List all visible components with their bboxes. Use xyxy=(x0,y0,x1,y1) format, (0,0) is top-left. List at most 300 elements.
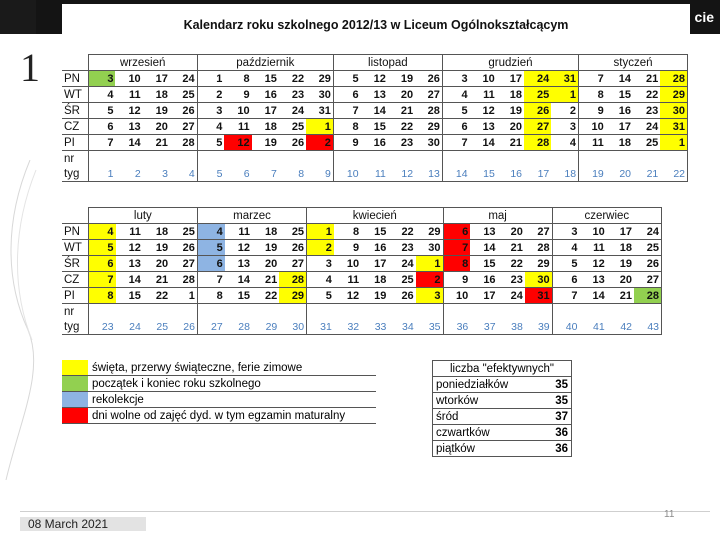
date-cell: 22 xyxy=(143,288,170,304)
date-cell: 5 xyxy=(442,103,469,119)
date-cell: 17 xyxy=(607,224,634,240)
date-cell: 31 xyxy=(525,288,552,304)
date-cell: 5 xyxy=(307,288,334,304)
date-cell: 10 xyxy=(224,103,251,119)
date-cell: 1 xyxy=(551,87,578,103)
date-cell: 11 xyxy=(115,87,142,103)
date-cell: 14 xyxy=(225,272,252,288)
date-cell: 12 xyxy=(334,288,361,304)
week-number: 11 xyxy=(361,166,388,182)
week-number: 5 xyxy=(197,166,224,182)
date-cell: 8 xyxy=(333,119,360,135)
legend-text: święta, przerwy świąteczne, ferie zimowe xyxy=(88,360,376,376)
date-cell: 1 xyxy=(307,224,334,240)
date-cell: 27 xyxy=(524,119,551,135)
legend-text: początek i koniec roku szkolnego xyxy=(88,376,376,392)
date-cell: 29 xyxy=(306,71,333,87)
date-cell: 29 xyxy=(660,87,687,103)
date-cell: 3 xyxy=(88,71,115,87)
weekday-count: 37 xyxy=(549,409,572,425)
date-cell: 23 xyxy=(388,135,415,151)
date-cell: 4 xyxy=(197,119,224,135)
week-number: 6 xyxy=(224,166,251,182)
blank-cell xyxy=(579,151,606,167)
date-cell: 26 xyxy=(415,71,442,87)
date-cell: 21 xyxy=(633,71,660,87)
date-cell: 27 xyxy=(170,256,197,272)
week-number: 38 xyxy=(498,319,525,335)
week-number: 42 xyxy=(607,319,634,335)
page-number: 11 xyxy=(664,509,675,520)
date-cell: 3 xyxy=(442,71,469,87)
blank-cell xyxy=(416,304,443,320)
calendar-lower-grid xyxy=(62,207,662,335)
month-header: grudzień xyxy=(442,55,578,71)
date-cell: 14 xyxy=(579,288,606,304)
blank-cell xyxy=(524,151,551,167)
date-cell: 8 xyxy=(443,256,470,272)
week-number: 7 xyxy=(252,166,279,182)
date-cell: 18 xyxy=(497,87,524,103)
week-number: 16 xyxy=(497,166,524,182)
date-cell: 21 xyxy=(252,272,279,288)
week-number: 4 xyxy=(170,166,197,182)
blank-cell xyxy=(143,304,170,320)
blank-cell xyxy=(606,151,633,167)
day-label: PN xyxy=(62,71,88,87)
date-cell: 6 xyxy=(88,256,115,272)
blank-cell xyxy=(170,304,197,320)
week-number: 32 xyxy=(334,319,361,335)
week-number: 28 xyxy=(225,319,252,335)
calendar-image xyxy=(62,4,690,455)
date-cell: 27 xyxy=(279,256,306,272)
date-cell: 9 xyxy=(443,272,470,288)
date-cell: 6 xyxy=(442,119,469,135)
date-cell: 15 xyxy=(361,224,388,240)
week-number: 25 xyxy=(143,319,170,335)
date-cell: 6 xyxy=(197,256,224,272)
date-cell: 25 xyxy=(524,87,551,103)
date-cell: 9 xyxy=(334,240,361,256)
blank-cell xyxy=(88,304,115,320)
week-label: nr xyxy=(62,151,88,167)
week-number: 26 xyxy=(170,319,197,335)
date-cell: 12 xyxy=(225,240,252,256)
corner-cell xyxy=(62,208,88,224)
date-cell: 10 xyxy=(334,256,361,272)
color-legend xyxy=(62,360,376,424)
date-cell: 12 xyxy=(579,256,606,272)
date-cell: 18 xyxy=(252,119,279,135)
blank-cell xyxy=(388,151,415,167)
date-cell: 17 xyxy=(252,103,279,119)
date-cell: 19 xyxy=(361,288,388,304)
date-cell: 18 xyxy=(606,135,633,151)
blank-cell xyxy=(143,151,170,167)
month-header: styczeń xyxy=(579,55,688,71)
week-label: tyg xyxy=(62,166,88,182)
week-number: 36 xyxy=(443,319,470,335)
date-cell: 16 xyxy=(470,272,497,288)
day-label: CZ xyxy=(62,119,88,135)
date-cell: 1 xyxy=(660,135,687,151)
week-number: 15 xyxy=(470,166,497,182)
date-cell: 24 xyxy=(279,103,306,119)
date-cell: 26 xyxy=(170,103,197,119)
legend-text: rekolekcje xyxy=(88,392,376,408)
date-cell: 31 xyxy=(551,71,578,87)
week-number: 14 xyxy=(442,166,469,182)
weekday-name: piątków xyxy=(433,441,550,457)
day-label: ŚR xyxy=(62,103,88,119)
day-label: CZ xyxy=(62,272,88,288)
date-cell: 11 xyxy=(579,240,606,256)
header-title-fragment: cie xyxy=(694,9,714,25)
blank-cell xyxy=(607,304,634,320)
date-cell: 23 xyxy=(279,87,306,103)
date-cell: 25 xyxy=(170,87,197,103)
blank-cell xyxy=(415,151,442,167)
week-number: 1 xyxy=(88,166,115,182)
month-header: listopad xyxy=(333,55,442,71)
date-cell: 4 xyxy=(197,224,224,240)
date-cell: 21 xyxy=(143,135,170,151)
date-cell: 1 xyxy=(416,256,443,272)
date-cell: 7 xyxy=(579,71,606,87)
date-cell: 30 xyxy=(416,240,443,256)
date-cell: 15 xyxy=(116,288,143,304)
week-label: nr xyxy=(62,304,88,320)
date-cell: 14 xyxy=(470,135,497,151)
date-cell: 3 xyxy=(197,103,224,119)
date-cell: 31 xyxy=(660,119,687,135)
date-cell: 31 xyxy=(306,103,333,119)
date-cell: 19 xyxy=(497,103,524,119)
date-cell: 23 xyxy=(498,272,525,288)
slide-title-fragment: 1 xyxy=(20,45,40,90)
weekday-count: 36 xyxy=(549,425,572,441)
date-cell: 25 xyxy=(388,272,415,288)
day-label: PN xyxy=(62,224,88,240)
date-cell: 29 xyxy=(415,119,442,135)
date-cell: 8 xyxy=(88,288,115,304)
week-number: 13 xyxy=(415,166,442,182)
blank-cell xyxy=(443,304,470,320)
date-cell: 28 xyxy=(279,272,306,288)
week-label: tyg xyxy=(62,319,88,335)
footer-divider xyxy=(20,511,710,512)
date-cell: 27 xyxy=(525,224,552,240)
date-cell: 19 xyxy=(252,135,279,151)
date-cell: 14 xyxy=(361,103,388,119)
weekday-count: 35 xyxy=(549,393,572,409)
date-cell: 3 xyxy=(551,119,578,135)
blank-cell xyxy=(361,151,388,167)
date-cell: 24 xyxy=(170,71,197,87)
date-cell: 7 xyxy=(333,103,360,119)
day-label: PI xyxy=(62,288,88,304)
corner-cell xyxy=(62,55,88,71)
date-cell: 4 xyxy=(551,135,578,151)
week-number: 37 xyxy=(470,319,497,335)
effective-days-title: liczba "efektywnych" xyxy=(433,361,572,377)
legend-swatch xyxy=(62,360,88,376)
date-cell: 7 xyxy=(197,272,224,288)
date-cell: 19 xyxy=(143,240,170,256)
blank-cell xyxy=(388,304,415,320)
date-cell: 10 xyxy=(579,119,606,135)
date-cell: 8 xyxy=(579,87,606,103)
date-cell: 22 xyxy=(388,119,415,135)
date-cell: 4 xyxy=(88,87,115,103)
decorative-curve-icon xyxy=(0,160,40,480)
month-header: październik xyxy=(197,55,333,71)
date-cell: 25 xyxy=(279,119,306,135)
date-cell: 11 xyxy=(116,224,143,240)
date-cell: 13 xyxy=(225,256,252,272)
date-cell: 24 xyxy=(498,288,525,304)
date-cell: 30 xyxy=(660,103,687,119)
date-cell: 28 xyxy=(170,272,197,288)
blank-cell xyxy=(579,304,606,320)
date-cell: 28 xyxy=(660,71,687,87)
date-cell: 10 xyxy=(443,288,470,304)
top-bar-left-block xyxy=(0,0,36,34)
weekday-name: wtorków xyxy=(433,393,550,409)
date-cell: 21 xyxy=(388,103,415,119)
date-cell: 2 xyxy=(551,103,578,119)
date-cell: 19 xyxy=(388,71,415,87)
weekday-count: 35 xyxy=(549,377,572,393)
date-cell: 28 xyxy=(415,103,442,119)
legend-text: dni wolne od zajęć dyd. w tym egzamin maturalny xyxy=(88,408,376,424)
week-number: 41 xyxy=(579,319,606,335)
blank-cell xyxy=(470,304,497,320)
date-cell: 3 xyxy=(307,256,334,272)
date-cell: 20 xyxy=(143,256,170,272)
blank-cell xyxy=(224,151,251,167)
date-cell: 2 xyxy=(416,272,443,288)
date-cell: 12 xyxy=(116,240,143,256)
date-cell: 28 xyxy=(170,135,197,151)
date-cell: 29 xyxy=(525,256,552,272)
date-cell: 25 xyxy=(279,224,306,240)
blank-cell xyxy=(633,151,660,167)
day-label: WT xyxy=(62,240,88,256)
blank-cell xyxy=(333,151,360,167)
week-number: 19 xyxy=(579,166,606,182)
blank-cell xyxy=(170,151,197,167)
date-cell: 25 xyxy=(170,224,197,240)
week-number: 8 xyxy=(279,166,306,182)
blank-cell xyxy=(252,151,279,167)
month-header: maj xyxy=(443,208,552,224)
date-cell: 25 xyxy=(633,135,660,151)
date-cell: 15 xyxy=(470,256,497,272)
date-cell: 3 xyxy=(416,288,443,304)
day-label: WT xyxy=(62,87,88,103)
week-number: 12 xyxy=(388,166,415,182)
date-cell: 17 xyxy=(361,256,388,272)
date-cell: 26 xyxy=(170,240,197,256)
blank-cell xyxy=(442,151,469,167)
week-number: 39 xyxy=(525,319,552,335)
date-cell: 2 xyxy=(307,240,334,256)
blank-cell xyxy=(634,304,662,320)
date-cell: 9 xyxy=(579,103,606,119)
legend-swatch xyxy=(62,408,88,424)
date-cell: 6 xyxy=(88,119,115,135)
date-cell: 7 xyxy=(443,240,470,256)
date-cell: 8 xyxy=(334,224,361,240)
date-cell: 13 xyxy=(115,119,142,135)
weekday-count: 36 xyxy=(549,441,572,457)
week-number: 10 xyxy=(333,166,360,182)
blank-cell xyxy=(116,304,143,320)
date-cell: 15 xyxy=(361,119,388,135)
month-header: wrzesień xyxy=(88,55,197,71)
week-number: 40 xyxy=(552,319,579,335)
week-number: 35 xyxy=(416,319,443,335)
weekday-name: poniedziałków xyxy=(433,377,550,393)
date-cell: 26 xyxy=(634,256,662,272)
blank-cell xyxy=(306,151,333,167)
date-cell: 16 xyxy=(361,135,388,151)
date-cell: 22 xyxy=(388,224,415,240)
blank-cell xyxy=(334,304,361,320)
date-cell: 12 xyxy=(115,103,142,119)
blank-cell xyxy=(225,304,252,320)
blank-cell xyxy=(88,151,115,167)
date-cell: 12 xyxy=(224,135,251,151)
date-cell: 4 xyxy=(552,240,579,256)
date-cell: 9 xyxy=(224,87,251,103)
date-cell: 22 xyxy=(279,71,306,87)
week-number: 9 xyxy=(306,166,333,182)
date-cell: 26 xyxy=(279,135,306,151)
blank-cell xyxy=(307,304,334,320)
blank-cell xyxy=(115,151,142,167)
date-cell: 23 xyxy=(633,103,660,119)
date-cell: 15 xyxy=(606,87,633,103)
date-cell: 12 xyxy=(470,103,497,119)
date-cell: 27 xyxy=(170,119,197,135)
date-cell: 15 xyxy=(252,71,279,87)
date-cell: 19 xyxy=(607,256,634,272)
date-cell: 11 xyxy=(334,272,361,288)
date-cell: 8 xyxy=(197,288,224,304)
date-cell: 4 xyxy=(442,87,469,103)
date-cell: 2 xyxy=(197,87,224,103)
date-cell: 17 xyxy=(470,288,497,304)
date-cell: 8 xyxy=(224,71,251,87)
date-cell: 13 xyxy=(116,256,143,272)
week-number: 43 xyxy=(634,319,662,335)
blank-cell xyxy=(361,304,388,320)
week-number: 29 xyxy=(252,319,279,335)
week-number: 27 xyxy=(197,319,224,335)
month-header: marzec xyxy=(197,208,306,224)
date-cell: 4 xyxy=(307,272,334,288)
date-cell: 14 xyxy=(115,135,142,151)
date-cell: 18 xyxy=(607,240,634,256)
blank-cell xyxy=(551,151,578,167)
blank-cell xyxy=(552,304,579,320)
date-cell: 1 xyxy=(197,71,224,87)
date-cell: 14 xyxy=(470,240,497,256)
date-cell: 5 xyxy=(197,240,224,256)
date-cell: 20 xyxy=(388,87,415,103)
date-cell: 10 xyxy=(115,71,142,87)
date-cell: 3 xyxy=(552,224,579,240)
blank-cell xyxy=(525,304,552,320)
date-cell: 24 xyxy=(388,256,415,272)
blank-cell xyxy=(197,151,224,167)
date-cell: 21 xyxy=(498,240,525,256)
date-cell: 7 xyxy=(88,272,115,288)
date-cell: 2 xyxy=(306,135,333,151)
date-cell: 26 xyxy=(279,240,306,256)
date-cell: 6 xyxy=(333,87,360,103)
date-cell: 25 xyxy=(634,240,662,256)
week-number: 17 xyxy=(524,166,551,182)
week-number: 34 xyxy=(388,319,415,335)
date-cell: 21 xyxy=(497,135,524,151)
weekday-name: czwartków xyxy=(433,425,550,441)
date-cell: 29 xyxy=(416,224,443,240)
blank-cell xyxy=(279,151,306,167)
date-cell: 13 xyxy=(470,224,497,240)
date-cell: 11 xyxy=(225,224,252,240)
date-cell: 10 xyxy=(470,71,497,87)
date-cell: 9 xyxy=(333,135,360,151)
date-cell: 18 xyxy=(143,87,170,103)
date-cell: 5 xyxy=(88,103,115,119)
blank-cell xyxy=(252,304,279,320)
date-cell: 20 xyxy=(498,224,525,240)
blank-cell xyxy=(498,304,525,320)
month-header: luty xyxy=(88,208,197,224)
date-cell: 24 xyxy=(524,71,551,87)
week-number: 24 xyxy=(116,319,143,335)
date-cell: 17 xyxy=(143,71,170,87)
date-cell: 16 xyxy=(361,240,388,256)
date-cell: 21 xyxy=(607,288,634,304)
date-cell: 30 xyxy=(415,135,442,151)
week-number: 21 xyxy=(633,166,660,182)
date-cell: 19 xyxy=(143,103,170,119)
month-header: kwiecień xyxy=(307,208,443,224)
date-cell: 28 xyxy=(525,240,552,256)
legend-swatch xyxy=(62,392,88,408)
date-cell: 26 xyxy=(524,103,551,119)
date-cell: 22 xyxy=(633,87,660,103)
date-cell: 13 xyxy=(470,119,497,135)
week-number: 18 xyxy=(551,166,578,182)
week-number: 33 xyxy=(361,319,388,335)
calendar-title: Kalendarz roku szkolnego 2012/13 w Liceum Ogólnokształcącym xyxy=(183,18,569,32)
date-cell: 11 xyxy=(579,135,606,151)
date-cell: 18 xyxy=(143,224,170,240)
date-cell: 19 xyxy=(252,240,279,256)
date-cell: 10 xyxy=(579,224,606,240)
date-cell: 7 xyxy=(88,135,115,151)
weekday-name: śród xyxy=(433,409,550,425)
date-cell: 15 xyxy=(225,288,252,304)
week-number: 31 xyxy=(307,319,334,335)
date-cell: 6 xyxy=(552,272,579,288)
